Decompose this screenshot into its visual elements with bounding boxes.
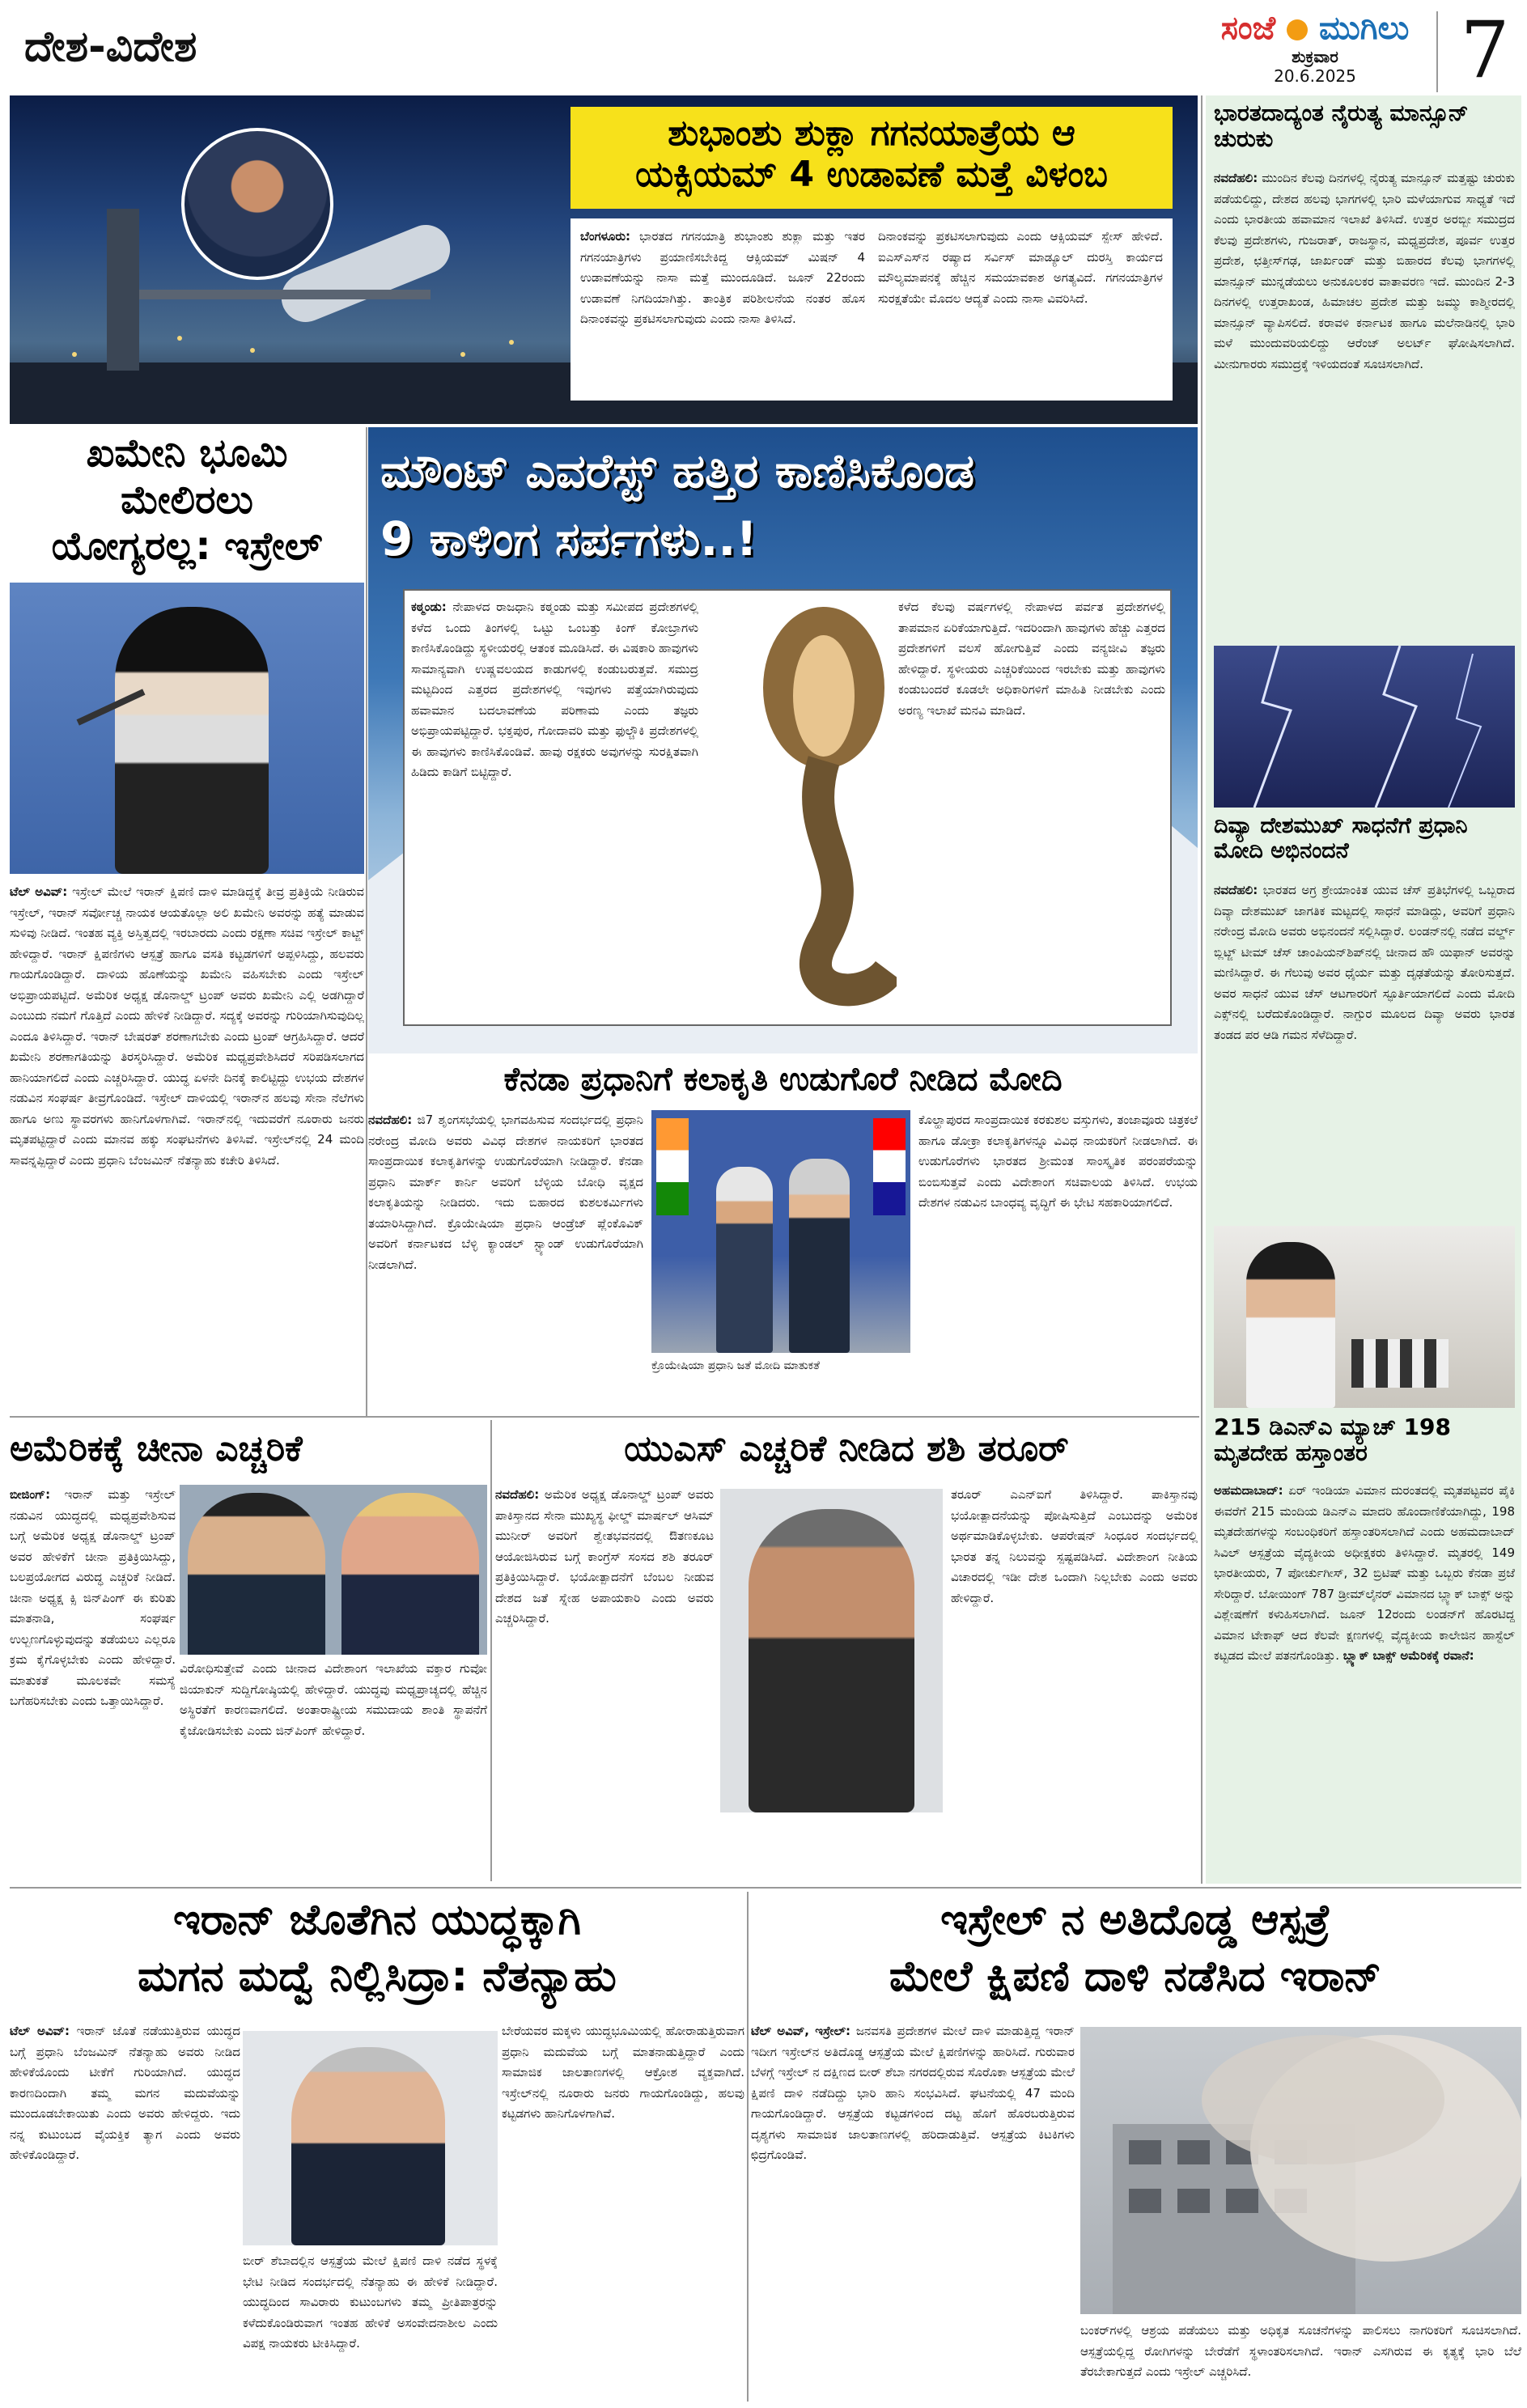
leader-figure-left xyxy=(716,1167,773,1353)
portrait-figure xyxy=(115,607,269,874)
divya-chess-photo xyxy=(1214,1226,1515,1408)
khamenei-headline xyxy=(10,430,364,576)
dna-body-text: ಏರ್ ಇಂಡಿಯಾ ವಿಮಾನ ದುರಂತದಲ್ಲಿ ಮೃತಪಟ್ಟವರ ಪೈಕಿ ಈವರೆಗೆ 215 ಮಂದಿಯ ಡಿಎನ್ಎ ಮಾದರಿ ಹೊಂದಾಣಿಕೆಯಾಗಿದ್ದು, 198 ಮೃತದೇಹಗಳನ್ನು ಸಂಬಂಧಿಕರಿಗೆ ಹಸ್ತಾಂತರಿಸಲಾಗಿದೆ ಎಂದು ಅಹಮದಾಬಾದ್ ಸಿವಿಲ್ ಆಸ್ಪತ್ರೆಯ ವೈದ್ಯಕೀಯ ಅಧೀಕ್ಷಕರು ತಿಳಿಸಿದ್ದಾರೆ. ಮೃತರಲ್ಲಿ 149 ಭಾರತೀಯರು, 7 ಪೋರ್ಚುಗೀಸ್, 32 ಬ್ರಿಟಿಷ್ ಮತ್ತು ಒಬ್ಬರು ಕೆನಡಾ ಪ್ರಜೆ ಸೇರಿದ್ದಾರೆ. ಬೋಯಿಂಗ್ 787 ಡ್ರೀಮ್‌ಲೈನರ್ ವಿಮಾನದ ಬ್ಲ್ಯಾಕ್ ಬಾಕ್ಸ್ ಅನ್ನು ವಿಶ್ಲೇಷಣೆಗೆ ಕಳುಹಿಸಲಾಗಿದೆ. ಜೂನ್ 12ರಂದು ಲಂಡನ್‌ಗೆ ಹೊರಟಿದ್ದ ವಿಮಾನ ಟೇಕಾಫ್ ಆದ ಕೆಲವೇ ಕ್ಷಣಗಳಲ್ಲಿ ವೈದ್ಯಕೀಯ ಕಾಲೇಜಿನ ಹಾಸ್ಟೆಲ್ ಕಟ್ಟಡದ ಮೇಲೆ ಪತನಗೊಂಡಿತ್ತು. xyxy=(1214,1483,1515,1663)
xi-trump-photo xyxy=(180,1485,487,1655)
dna-headline xyxy=(1214,1414,1513,1477)
monsoon-body-text: ಮುಂದಿನ ಕೆಲವು ದಿನಗಳಲ್ಲಿ ನೈರುತ್ಯ ಮಾನ್ಸೂನ್ ಮತ್ತಷ್ಟು ಚುರುಕು ಪಡೆಯಲಿದ್ದು, ದೇಶದ ಹಲವು ಭಾಗಗಳಲ್ಲಿ ಭಾರಿ ಮಳೆಯಾಗುವ ಸಾಧ್ಯತೆ ಇದೆ ಎಂದು ಭಾರತೀಯ ಹವಾಮಾನ ಇಲಾಖೆ ತಿಳಿಸಿದೆ. ಉತ್ತರ ಅರಬ್ಬೀ ಸಮುದ್ರದ ಕೆಲವು ಪ್ರದೇಶಗಳು, ಗುಜರಾತ್, ರಾಜಸ್ಥಾನ, ಮಧ್ಯಪ್ರದೇಶ, ಪೂರ್ವ ಉತ್ತರ ಪ್ರದೇಶ, ಛತ್ತೀಸ್‌ಗಢ, ಜಾರ್ಖಂಡ್ ಮತ್ತು ಬಿಹಾರದ ಕೆಲವು ಭಾಗಗಳಲ್ಲಿ ಮಾನ್ಸೂನ್ ಮುನ್ನಡೆಯಲು ಅನುಕೂಲಕರ ವಾತಾವರಣ ಇದೆ. ಮುಂದಿನ 2-3 ದಿನಗಳಲ್ಲಿ ಉತ್ತರಾಖಂಡ, ಹಿಮಾಚಲ ಪ್ರದೇಶ ಮತ್ತು ಜಮ್ಮು ಕಾಶ್ಮೀರದಲ್ಲಿ ಮಾನ್ಸೂನ್ ವ್ಯಾಪಿಸಲಿದೆ. ಕರಾವಳಿ ಕರ್ನಾಟಕ ಹಾಗೂ ಮಲೆನಾಡಿನಲ್ಲಿ ಭಾರಿ ಮಳೆ ಮುಂದುವರಿಯಲಿದ್ದು ಆರೆಂಜ್ ಅಲರ್ಟ್ ಘೋಷಿಸಲಾಗಿದೆ. ಮೀನುಗಾರರು ಸಮುದ್ರಕ್ಕೆ ಇಳಿಯದಂತೆ ಸೂಚಿಸಲಾಗಿದೆ. xyxy=(1214,171,1515,371)
modi-gift-caption xyxy=(651,1358,910,1410)
modi-gift-headline xyxy=(368,1054,1198,1105)
monsoon-headline xyxy=(1214,100,1513,165)
monsoon-body xyxy=(1214,168,1515,638)
cobra-body-left xyxy=(411,597,698,1018)
axiom-headline-line1: ಶುಭಾಂಶು ಶುಕ್ಲಾ ಗಗನಯಾತ್ರೆಯ ಆ xyxy=(668,112,1075,154)
china-warning-body-right xyxy=(180,1659,487,1881)
masthead-divider xyxy=(1436,11,1438,92)
monsoon-headline-text: ಭಾರತದಾದ್ಯಂತ ನೈರುತ್ಯ ಮಾನ್ಸೂನ್ ಚುರುಕು xyxy=(1214,100,1469,153)
modi-meeting-photo xyxy=(651,1110,910,1353)
khamenei-body-text: ಇಸ್ರೇಲ್ ಮೇಲೆ ಇರಾನ್ ಕ್ಷಿಪಣಿ ದಾಳಿ ಮಾಡಿದ್ದಕ್ಕೆ ತೀವ್ರ ಪ್ರತಿಕ್ರಿಯೆ ನೀಡಿರುವ ಇಸ್ರೇಲ್, ಇರಾನ್ ಸರ್ವೋಚ್ಚ ನಾಯಕ ಆಯತೊಲ್ಲಾ ಅಲಿ ಖಮೇನಿ ಅವರನ್ನು ಹತ್ಯೆ ಮಾಡುವ ಸುಳಿವು ನೀಡಿದೆ. ಇಂತಹ ವ್ಯಕ್ತಿ ಅಸ್ತಿತ್ವದಲ್ಲಿ ಇರಬಾರದು ಎಂದು ರಕ್ಷಣಾ ಸಚಿವ ಇಸ್ರೇಲ್ ಕಾಟ್ಜ್ ಹೇಳಿದ್ದಾರೆ. ಇರಾನ್ ಕ್ಷಿಪಣಿಗಳು ಆಸ್ಪತ್ರೆ ಹಾಗೂ ವಸತಿ ಕಟ್ಟಡಗಳಿಗೆ ಅಪ್ಪಳಿಸಿದ್ದು, ಹಲವರು ಗಾಯಗೊಂಡಿದ್ದಾರೆ. ದಾಳಿಯ ಹೊಣೆಯನ್ನು ಖಮೇನಿ ವಹಿಸಬೇಕು ಎಂದು ಇಸ್ರೇಲ್ ಅಭಿಪ್ರಾಯಪಟ್ಟಿದೆ. ಅಮೆರಿಕ ಅಧ್ಯಕ್ಷ ಡೊನಾಲ್ಡ್ ಟ್ರಂಪ್ ಅವರು ಖಮೇನಿ ಎಲ್ಲಿ ಅಡಗಿದ್ದಾರೆ ಎಂಬುದು ನಮಗೆ ಗೊತ್ತಿದೆ ಎಂದು ಹೇಳಿಕೆ ನೀಡಿದ್ದಾರೆ. ಸದ್ಯಕ್ಕೆ ಅವರನ್ನು ಗುರಿಯಾಗಿಸುವುದಿಲ್ಲ ಎಂದೂ ತಿಳಿಸಿದ್ದಾರೆ. ಇರಾನ್ ಬೇಷರತ್ ಶರಣಾಗಬೇಕು ಎಂದು ಟ್ರಂಪ್ ಆಗ್ರಹಿಸಿದ್ದಾರೆ. ಆದರೆ ಖಮೇನಿ ಶರಣಾಗತಿಯನ್ನು ತಿರಸ್ಕರಿಸಿದ್ದಾರೆ. ಅಮೆರಿಕ ಮಧ್ಯಪ್ರವೇಶಿಸಿದರೆ ಸರಿಪಡಿಸಲಾಗದ ಹಾನಿಯಾಗಲಿದೆ ಎಂದು ಎಚ್ಚರಿಸಿದ್ದಾರೆ. ಯುದ್ಧ ಏಳನೇ ದಿನಕ್ಕೆ ಕಾಲಿಟ್ಟಿದ್ದು ಉಭಯ ದೇಶಗಳ ನಡುವಿನ ಸಂಘರ್ಷ ತೀವ್ರಗೊಂಡಿದೆ. ಇಸ್ರೇಲ್ ದಾಳಿಯಲ್ಲಿ ಇರಾನ್‌ನ ಹಲವು ಸೇನಾ ನೆಲೆಗಳು ಹಾಗೂ ಅಣು ಸ್ಥಾವರಗಳು ಹಾನಿಗೊಳಗಾಗಿವೆ. ಇರಾನ್‌ನಲ್ಲಿ ಇದುವರೆಗೆ ನೂರಾರು ಜನರು ಮೃತಪಟ್ಟಿದ್ದಾರೆ ಎಂದು ಮಾನವ ಹಕ್ಕು ಸಂಘಟನೆಗಳು ತಿಳಿಸಿವೆ. ಇಸ್ರೇಲ್‌ನಲ್ಲಿ 24 ಮಂದಿ ಸಾವನ್ನಪ್ಪಿದ್ದಾರೆ ಎಂದು ಪ್ರಧಾನಿ ಬೆಂಜಮಿನ್ ನೆತನ್ಯಾಹು ಕಚೇರಿ ತಿಳಿಸಿದೆ. xyxy=(10,884,364,1168)
row-divider xyxy=(10,1416,1199,1418)
hospital-attack-body-left xyxy=(751,2021,1075,2402)
hospital-attack-body-text: ಜನವಸತಿ ಪ್ರದೇಶಗಳ ಮೇಲೆ ದಾಳಿ ಮಾಡುತ್ತಿದ್ದ ಇರಾನ್ ಇದೀಗ ಇಸ್ರೇಲ್‌ನ ಅತಿದೊಡ್ಡ ಆಸ್ಪತ್ರೆಯ ಮೇಲೆ ಕ್ಷಿಪಣಿಗಳನ್ನು ಹಾರಿಸಿದೆ. ಗುರುವಾರ ಬೆಳಗ್ಗೆ ಇಸ್ರೇಲ್ ನ ದಕ್ಷಿಣದ ಬೀರ್ ಶೆಬಾ ನಗರದಲ್ಲಿರುವ ಸೊರೊಕಾ ಆಸ್ಪತ್ರೆಯ ಮೇಲೆ ಕ್ಷಿಪಣಿ ದಾಳಿ ನಡೆದಿದ್ದು ಭಾರಿ ಹಾನಿ ಸಂಭವಿಸಿದೆ. ಘಟನೆಯಲ್ಲಿ 47 ಮಂದಿ ಗಾಯಗೊಂಡಿದ್ದಾರೆ. ಆಸ್ಪತ್ರೆಯ ಕಟ್ಟಡಗಳಿಂದ ದಟ್ಟ ಹೊಗೆ ಹೊರಬರುತ್ತಿರುವ ದೃಶ್ಯಗಳು ಸಾಮಾಜಿಕ ಜಾಲತಾಣಗಳಲ್ಲಿ ಹರಿದಾಡುತ್ತಿವೆ. ಆಸ್ಪತ್ರೆಯ ಕಿಟಕಿಗಳು ಛಿದ್ರಗೊಂಡಿವೆ. xyxy=(751,2024,1075,2162)
divya-headline xyxy=(1214,813,1513,876)
khamenei-dateline: ಟೆಲ್ ಅವಿವ್: xyxy=(10,884,68,899)
issue-day: ಶುಕ್ರವಾರ xyxy=(1292,47,1338,66)
china-warning-body-text-2: ವಿರೋಧಿಸುತ್ತೇವೆ ಎಂದು ಚೀನಾದ ವಿದೇಶಾಂಗ ಇಲಾಖೆಯ ವಕ್ತಾರ ಗುವೋ ಜಿಯಾಕುನ್ ಸುದ್ದಿಗೋಷ್ಠಿಯಲ್ಲಿ ಹೇಳಿದ್ದಾರೆ. ಯುದ್ಧವು ಮಧ್ಯಪ್ರಾಚ್ಯದಲ್ಲಿ ಹೆಚ್ಚಿನ ಅಸ್ಥಿರತೆಗೆ ಕಾರಣವಾಗಲಿದೆ. ಅಂತಾರಾಷ್ಟ್ರೀಯ ಸಮುದಾಯ ಶಾಂತಿ ಸ್ಥಾಪನೆಗೆ ಕೈಜೋಡಿಸಬೇಕು ಎಂದು ಜಿನ್‌ಪಿಂಗ್ ಹೇಳಿದ್ದಾರೆ. xyxy=(180,1661,487,1738)
china-warning-body-left xyxy=(10,1485,176,1881)
portrait-figure xyxy=(749,1509,914,1812)
section-title-text: ದೇಶ-ವಿದೇಶ xyxy=(24,23,197,71)
tharoor-body-text: ಅಮೆರಿಕ ಅಧ್ಯಕ್ಷ ಡೊನಾಲ್ಡ್ ಟ್ರಂಪ್ ಅವರು ಪಾಕಿಸ್ತಾನದ ಸೇನಾ ಮುಖ್ಯಸ್ಥ ಫೀಲ್ಡ್ ಮಾರ್ಷಲ್ ಆಸಿಮ್ ಮುನೀರ್ ಅವರಿಗೆ ಶ್ವೇತಭವನದಲ್ಲಿ ಔತಣಕೂಟ ಆಯೋಜಿಸಿರುವ ಬಗ್ಗೆ ಕಾಂಗ್ರೆಸ್ ಸಂಸದ ಶಶಿ ತರೂರ್ ಪ್ರತಿಕ್ರಿಯಿಸಿದ್ದಾರೆ. ಭಯೋತ್ಪಾದನೆಗೆ ಬೆಂಬಲ ನೀಡುವ ದೇಶದ ಜತೆ ಸ್ನೇಹ ಅಪಾಯಕಾರಿ ಎಂದು ಅವರು ಎಚ್ಚರಿಸಿದ್ದಾರೆ. xyxy=(495,1487,714,1626)
netanyahu-headline-line2: ಮಗನ ಮದ್ವೆ ನಿಲ್ಲಿಸಿದ್ರಾ: ನೆತನ್ಯಾಹು xyxy=(138,1952,617,2002)
monsoon-dateline: ನವದೆಹಲಿ: xyxy=(1214,171,1258,185)
hospital-attack-body-right xyxy=(1080,2321,1521,2402)
sun-logo-icon xyxy=(1287,19,1308,40)
hospital-attack-headline xyxy=(751,1892,1520,2013)
netanyahu-dateline: ಟೆಲ್ ಅವಿವ್: xyxy=(10,2024,70,2038)
chess-board-icon xyxy=(1351,1339,1449,1388)
netanyahu-body-right xyxy=(502,2021,744,2402)
netanyahu-body-left xyxy=(10,2021,240,2402)
king-cobra-illustration xyxy=(702,599,897,1020)
modi-gift-body-text: ಜಿ7 ಶೃಂಗಸಭೆಯಲ್ಲಿ ಭಾಗವಹಿಸುವ ಸಂದರ್ಭದಲ್ಲಿ ಪ್ರಧಾನಿ ನರೇಂದ್ರ ಮೋದಿ ಅವರು ವಿವಿಧ ದೇಶಗಳ ನಾಯಕರಿಗೆ ಭಾರತದ ಸಾಂಪ್ರದಾಯಿಕ ಕಲಾಕೃತಿಗಳನ್ನು ಉಡುಗೊರೆಯಾಗಿ ನೀಡಿದ್ದಾರೆ. ಕೆನಡಾ ಪ್ರಧಾನಿ ಮಾರ್ಕ್ ಕಾರ್ನಿ ಅವರಿಗೆ ಬೆಳ್ಳಿಯ ಬೋಧಿ ವೃಕ್ಷದ ಕಲಾಕೃತಿಯನ್ನು ನೀಡಿದರು. ಇದು ಬಿಹಾರದ ಕುಶಲಕರ್ಮಿಗಳು ತಯಾರಿಸಿದ್ದಾಗಿದೆ. ಕ್ರೊಯೇಷಿಯಾ ಪ್ರಧಾನಿ ಆಂಡ್ರೆಜ್ ಪ್ಲೆಂಕೊವಿಕ್ ಅವರಿಗೆ ಕರ್ನಾಟಕದ ಬೆಳ್ಳಿ ಕ್ಯಾಂಡಲ್ ಸ್ಟ್ಯಾಂಡ್ ಉಡುಗೊರೆಯಾಗಿ ನೀಡಲಾಗಿದೆ. xyxy=(368,1113,643,1272)
hospital-attack-dateline: ಟೆಲ್ ಅವಿವ್, ಇಸ್ರೇಲ್: xyxy=(751,2024,851,2038)
cobra-headline-line1: ಮೌಂಟ್ ಎವರೆಸ್ಟ್ ಹತ್ತಿರ ಕಾಣಿಸಿಕೊಂಡ xyxy=(380,443,975,498)
netanyahu-headline xyxy=(10,1892,744,2013)
masthead xyxy=(1210,6,1420,95)
khamenei-headline-line3: ಯೋಗ್ಯರಲ್ಲ: ಇಸ್ರೇಲ್ xyxy=(51,524,323,570)
tharoor-photo xyxy=(720,1489,943,1812)
netanyahu-photo xyxy=(243,2031,498,2245)
row-divider xyxy=(10,1887,1521,1889)
column-divider xyxy=(747,1892,749,2402)
page-number: 7 xyxy=(1460,5,1510,95)
xi-portrait xyxy=(188,1493,325,1655)
divya-headline-text: ದಿವ್ಯಾ ದೇಶಮುಖ್ ಸಾಧನೆಗೆ ಪ್ರಧಾನಿ ಮೋದಿ ಅಭಿನಂದನೆ xyxy=(1214,813,1468,864)
hospital-damage-photo xyxy=(1080,2027,1521,2314)
axiom-body-col1: ಭಾರತದ ಗಗನಯಾತ್ರಿ ಶುಭಾಂಶು ಶುಕ್ಲಾ ಮತ್ತು ಇತರ ಗಗನಯಾತ್ರಿಗಳು ಪ್ರಯಾಣಿಸಬೇಕಿದ್ದ ಆಕ್ಸಿಯಮ್ ಮಿಷನ್ 4 ಉಡಾವಣೆಯನ್ನು ನಾಸಾ ಮತ್ತೆ ಮುಂದೂಡಿದೆ. ಜೂನ್ 22ರಂದು ಉಡಾವಣೆ ನಿಗದಿಯಾಗಿತ್ತು. ತಾಂತ್ರಿಕ ಪರಿಶೀಲನೆಯ ನಂತರ ಹೊಸ ದಿನಾಂಕವನ್ನು ಪ್ರಕಟಿಸಲಾಗುವುದು ಎಂದು ನಾಸಾ ತಿಳಿಸಿದೆ. xyxy=(580,229,865,326)
lightning-bolt-icon xyxy=(1214,646,1515,808)
issue-date: 20.6.2025 xyxy=(1274,66,1356,86)
divya-dateline: ನವದೆಹಲಿ: xyxy=(1214,883,1258,897)
modi-gift-body-text-2: ಕೊಲ್ಹಾಪುರದ ಸಾಂಪ್ರದಾಯಿಕ ಕರಕುಶಲ ವಸ್ತುಗಳು, ತಂಜಾವೂರು ಚಿತ್ರಕಲೆ ಹಾಗೂ ಡೋಕ್ರಾ ಕಲಾಕೃತಿಗಳನ್ನೂ ವಿವಿಧ ನಾಯಕರಿಗೆ ನೀಡಲಾಗಿದೆ. ಈ ಉಡುಗೊರೆಗಳು ಭಾರತದ ಶ್ರೀಮಂತ ಸಾಂಸ್ಕೃತಿಕ ಪರಂಪರೆಯನ್ನು ಬಿಂಬಿಸುತ್ತವೆ ಎಂದು ವಿದೇಶಾಂಗ ಸಚಿವಾಲಯ ತಿಳಿಸಿದೆ. ಉಭಯ ದೇಶಗಳ ನಡುವಿನ ಬಾಂಧವ್ಯ ವೃದ್ಧಿಗೆ ಈ ಭೇಟಿ ಸಹಕಾರಿಯಾಗಲಿದೆ. xyxy=(918,1113,1198,1210)
column-divider xyxy=(366,427,367,1416)
section-title xyxy=(24,15,672,79)
cobra-body-text-2: ಕಳೆದ ಕೆಲವು ವರ್ಷಗಳಲ್ಲಿ ನೇಪಾಳದ ಪರ್ವತ ಪ್ರದೇಶಗಳಲ್ಲಿ ತಾಪಮಾನ ಏರಿಕೆಯಾಗುತ್ತಿದೆ. ಇದರಿಂದಾಗಿ ಹಾವುಗಳು ಹೆಚ್ಚು ಎತ್ತರದ ಪ್ರದೇಶಗಳಿಗೆ ವಲಸೆ ಹೋಗುತ್ತಿವೆ ಎಂದು ವನ್ಯಜೀವಿ ತಜ್ಞರು ಹೇಳಿದ್ದಾರೆ. ಸ್ಥಳೀಯರು ಎಚ್ಚರಿಕೆಯಿಂದ ಇರಬೇಕು ಮತ್ತು ಹಾವುಗಳು ಕಂಡುಬಂದರೆ ಕೂಡಲೇ ಅಧಿಕಾರಿಗಳಿಗೆ ಮಾಹಿತಿ ನೀಡಬೇಕು ಎಂದು ಅರಣ್ಯ ಇಲಾಖೆ ಮನವಿ ಮಾಡಿದೆ. xyxy=(898,600,1165,718)
khamenei-body xyxy=(10,882,364,1416)
modi-gift-caption-text: ಕ್ರೊಯೇಷಿಯಾ ಪ್ರಧಾನಿ ಜತೆ ಮೋದಿ ಮಾತುಕತೆ xyxy=(651,1359,820,1372)
cobra-headline xyxy=(380,437,1190,583)
portrait-figure xyxy=(291,2047,445,2245)
dna-dateline: ಅಹಮದಾಬಾದ್: xyxy=(1214,1483,1283,1498)
china-warning-body-text: ಇರಾನ್ ಮತ್ತು ಇಸ್ರೇಲ್ ನಡುವಿನ ಯುದ್ಧದಲ್ಲಿ ಮಧ್ಯಪ್ರವೇಶಿಸುವ ಬಗ್ಗೆ ಅಮೆರಿಕ ಅಧ್ಯಕ್ಷ ಡೊನಾಲ್ಡ್ ಟ್ರಂಪ್ ಅವರ ಹೇಳಿಕೆಗೆ ಚೀನಾ ಪ್ರತಿಕ್ರಿಯಿಸಿದ್ದು, ಬಲಪ್ರಯೋಗದ ವಿರುದ್ಧ ಎಚ್ಚರಿಕೆ ನೀಡಿದೆ. ಚೀನಾ ಅಧ್ಯಕ್ಷ ಕ್ಸಿ ಜಿನ್‌ಪಿಂಗ್ ಈ ಕುರಿತು ಮಾತನಾಡಿ, ಸಂಘರ್ಷ ಉಲ್ಬಣಗೊಳ್ಳುವುದನ್ನು ತಡೆಯಲು ಎಲ್ಲರೂ ಕ್ರಮ ಕೈಗೊಳ್ಳಬೇಕು ಎಂದು ಹೇಳಿದ್ದಾರೆ. ಮಾತುಕತೆ ಮೂಲಕವೇ ಸಮಸ್ಯೆ ಬಗೆಹರಿಸಬೇಕು ಎಂದು ಒತ್ತಾಯಿಸಿದ್ದಾರೆ. xyxy=(10,1487,176,1708)
leader-figure-right xyxy=(789,1159,850,1353)
netanyahu-headline-line1: ಇರಾನ್ ಜೊತೆಗಿನ ಯುದ್ಧಕ್ಕಾಗಿ xyxy=(173,1896,581,1944)
hospital-attack-headline-line2: ಮೇಲೆ ಕ್ಷಿಪಣಿ ದಾಳಿ ನಡೆಸಿದ ಇರಾನ್ xyxy=(889,1952,1382,2002)
netanyahu-body-text-3: ಬೇರೆಯವರ ಮಕ್ಕಳು ಯುದ್ಧಭೂಮಿಯಲ್ಲಿ ಹೋರಾಡುತ್ತಿರುವಾಗ ಪ್ರಧಾನಿ ಮದುವೆಯ ಬಗ್ಗೆ ಮಾತನಾಡುತ್ತಿದ್ದಾರೆ ಎಂದು ಸಾಮಾಜಿಕ ಜಾಲತಾಣಗಳಲ್ಲಿ ಆಕ್ರೋಶ ವ್ಯಕ್ತವಾಗಿದೆ. ಇಸ್ರೇಲ್‌ನಲ್ಲಿ ನೂರಾರು ಜನರು ಗಾಯಗೊಂಡಿದ್ದು, ಹಲವು ಕಟ್ಟಡಗಳು ಹಾನಿಗೊಳಗಾಗಿವೆ. xyxy=(502,2024,744,2121)
divya-body xyxy=(1214,880,1515,1220)
cobra-dateline: ಕಠ್ಮಂಡು: xyxy=(411,600,447,614)
astronaut-portrait xyxy=(181,128,333,280)
axiom-headline-line2: ಯಕ್ಸಿಯಮ್ 4 ಉಡಾವಣೆ ಮತ್ತೆ ವಿಳಂಬ xyxy=(635,153,1108,195)
cobra-body-right xyxy=(898,597,1165,1018)
cobra-shape xyxy=(702,599,897,1020)
dna-body xyxy=(1214,1481,1515,1877)
cobra-body-text: ನೇಪಾಳದ ರಾಜಧಾನಿ ಕಠ್ಮಂಡು ಮತ್ತು ಸಮೀಪದ ಪ್ರದೇಶಗಳಲ್ಲಿ ಕಳೆದ ಒಂದು ತಿಂಗಳಲ್ಲಿ ಒಟ್ಟು ಒಂಬತ್ತು ಕಿಂಗ್ ಕೋಬ್ರಾಗಳು ಕಾಣಿಸಿಕೊಂಡಿದ್ದು ಸ್ಥಳೀಯರಲ್ಲಿ ಆತಂಕ ಮೂಡಿಸಿದೆ. ಈ ವಿಷಕಾರಿ ಹಾವುಗಳು ಸಾಮಾನ್ಯವಾಗಿ ಉಷ್ಣವಲಯದ ಕಾಡುಗಳಲ್ಲಿ ಕಂಡುಬರುತ್ತವೆ. ಸಮುದ್ರ ಮಟ್ಟದಿಂದ ಎತ್ತರದ ಪ್ರದೇಶಗಳಲ್ಲಿ ಇವುಗಳು ಪತ್ತೆಯಾಗಿರುವುದು ಹವಾಮಾನ ಬದಲಾವಣೆಯ ಪರಿಣಾಮ ಎಂದು ತಜ್ಞರು ಅಭಿಪ್ರಾಯಪಟ್ಟಿದ್ದಾರೆ. ಭಕ್ತಪುರ, ಗೋದಾವರಿ ಮತ್ತು ಫುಲ್ಚೌಕಿ ಪ್ರದೇಶಗಳಲ್ಲಿ ಈ ಹಾವುಗಳು ಕಾಣಿಸಿಕೊಂಡಿವೆ. ಹಾವು ರಕ್ಷಕರು ಅವುಗಳನ್ನು ಸುರಕ್ಷಿತವಾಗಿ ಹಿಡಿದು ಕಾಡಿಗೆ ಬಿಟ್ಟಿದ್ದಾರೆ. xyxy=(411,600,698,779)
axiom-body-box xyxy=(571,218,1173,401)
tharoor-body-right xyxy=(951,1485,1198,1881)
india-flag-icon xyxy=(656,1118,689,1215)
axiom-dateline: ಬೆಂಗಳೂರು: xyxy=(580,229,631,244)
tharoor-headline xyxy=(495,1420,1198,1478)
china-warning-headline-text: ಅಮೆರಿಕಕ್ಕೆ ಚೀನಾ ಎಚ್ಚರಿಕೆ xyxy=(10,1428,303,1469)
hospital-attack-body-text-2: ಬಂಕರ್‌ಗಳಲ್ಲಿ ಆಶ್ರಯ ಪಡೆಯಲು ಮತ್ತು ಅಧಿಕೃತ ಸೂಚನೆಗಳನ್ನು ಪಾಲಿಸಲು ನಾಗರಿಕರಿಗೆ ಸೂಚಿಸಲಾಗಿದೆ. ಆಸ್ಪತ್ರೆಯಲ್ಲಿದ್ದ ರೋಗಿಗಳನ್ನು ಬೇರೆಡೆಗೆ ಸ್ಥಳಾಂತರಿಸಲಾಗಿದೆ. ಇರಾನ್ ಎಸಗಿರುವ ಈ ಕೃತ್ಯಕ್ಕೆ ಭಾರಿ ಬೆಲೆ ತೆರಬೇಕಾಗುತ್ತದೆ ಎಂದು ಇಸ್ರೇಲ್ ಎಚ್ಚರಿಸಿದೆ. xyxy=(1080,2323,1521,2379)
khamenei-headline-line1: ಖಮೇನಿ ಭೂಮಿ xyxy=(86,430,288,476)
axiom-body-col2: ದಿನಾಂಕವನ್ನು ಪ್ರಕಟಿಸಲಾಗುವುದು ಎಂದು ಆಕ್ಸಿಯಮ್ ಸ್ಪೇಸ್ ಹೇಳಿದೆ. ಐಎಸ್ಎಸ್‌ನ ರಷ್ಯಾದ ಸರ್ವಿಸ್ ಮಾಡ್ಯೂಲ್ ದುರಸ್ತಿ ಕಾರ್ಯದ ಮೌಲ್ಯಮಾಪನಕ್ಕೆ ಹೆಚ್ಚಿನ ಸಮಯಾವಕಾಶ ಅಗತ್ಯವಿದೆ. ಗಗನಯಾತ್ರಿಗಳ ಸುರಕ್ಷತೆಯೇ ಮೊದಲ ಆದ್ಯತೆ ಎಂದು ನಾಸಾ ವಿವರಿಸಿದೆ. xyxy=(878,229,1163,306)
brand-name-a: ಸಂಜೆ xyxy=(1220,10,1276,47)
brand-name-b: ಮುಗಿಲು xyxy=(1319,10,1410,47)
damaged-building-illustration xyxy=(1080,2027,1521,2314)
netanyahu-body-text-2: ಬೀರ್ ಶೆಬಾದಲ್ಲಿನ ಆಸ್ಪತ್ರೆಯ ಮೇಲೆ ಕ್ಷಿಪಣಿ ದಾಳಿ ನಡೆದ ಸ್ಥಳಕ್ಕೆ ಭೇಟಿ ನೀಡಿದ ಸಂದರ್ಭದಲ್ಲಿ ನೆತನ್ಯಾಹು ಈ ಹೇಳಿಕೆ ನೀಡಿದ್ದಾರೆ. ಯುದ್ಧದಿಂದ ಸಾವಿರಾರು ಕುಟುಂಬಗಳು ತಮ್ಮ ಪ್ರೀತಿಪಾತ್ರರನ್ನು ಕಳೆದುಕೊಂಡಿರುವಾಗ ಇಂತಹ ಹೇಳಿಕೆ ಅಸಂವೇದನಾಶೀಲ ಎಂದು ವಿಪಕ್ಷ ನಾಯಕರು ಟೀಕಿಸಿದ್ದಾರೆ. xyxy=(243,2253,498,2351)
netanyahu-body-text: ಇರಾನ್ ಜೊತೆ ನಡೆಯುತ್ತಿರುವ ಯುದ್ಧದ ಬಗ್ಗೆ ಪ್ರಧಾನಿ ಬೆಂಜಮಿನ್ ನೆತನ್ಯಾಹು ಅವರು ನೀಡಿದ ಹೇಳಿಕೆಯೊಂದು ಟೀಕೆಗೆ ಗುರಿಯಾಗಿದೆ. ಯುದ್ಧದ ಕಾರಣದಿಂದಾಗಿ ತಮ್ಮ ಮಗನ ಮದುವೆಯನ್ನು ಮುಂದೂಡಬೇಕಾಯಿತು ಎಂದು ಅವರು ಹೇಳಿದ್ದರು. ಇದು ನನ್ನ ಕುಟುಂಬದ ವೈಯಕ್ತಿಕ ತ್ಯಾಗ ಎಂದು ಅವರು ಹೇಳಿಕೊಂಡಿದ್ದಾರೆ. xyxy=(10,2024,240,2162)
tharoor-body-text-2: ತರೂರ್ ಎಎನ್ಐಗೆ ತಿಳಿಸಿದ್ದಾರೆ. ಪಾಕಿಸ್ತಾನವು ಭಯೋತ್ಪಾದನೆಯನ್ನು ಪೋಷಿಸುತ್ತಿದೆ ಎಂಬುದನ್ನು ಅಮೆರಿಕ ಅರ್ಥಮಾಡಿಕೊಳ್ಳಬೇಕು. ಆಪರೇಷನ್ ಸಿಂಧೂರ ಸಂದರ್ಭದಲ್ಲಿ ಭಾರತ ತನ್ನ ನಿಲುವನ್ನು ಸ್ಪಷ್ಟಪಡಿಸಿದೆ. ವಿದೇಶಾಂಗ ನೀತಿಯ ವಿಚಾರದಲ್ಲಿ ಇಡೀ ದೇಶ ಒಂದಾಗಿ ನಿಲ್ಲಬೇಕು ಎಂದು ಅವರು ಹೇಳಿದ್ದಾರೆ. xyxy=(951,1487,1198,1605)
dna-headline-text: 215 ಡಿಎನ್ಎ ಮ್ಯಾಚ್ 198 ಮೃತದೇಹ ಹಸ್ತಾಂತರ xyxy=(1214,1414,1451,1467)
lightning-photo xyxy=(1214,646,1515,808)
croatia-flag-icon xyxy=(873,1118,906,1215)
china-warning-headline xyxy=(10,1420,487,1478)
trump-portrait xyxy=(341,1493,479,1655)
dna-subhead: ಬ್ಲ್ಯಾಕ್ ಬಾಕ್ಸ್ ಅಮೆರಿಕಕ್ಕೆ ರವಾನೆ: xyxy=(1342,1648,1474,1663)
column-divider xyxy=(490,1420,492,1881)
modi-gift-body-left xyxy=(368,1110,643,1410)
tharoor-headline-text: ಯುಎಸ್ ಎಚ್ಚರಿಕೆ ನೀಡಿದ ಶಶಿ ತರೂರ್ xyxy=(624,1428,1069,1469)
china-warning-dateline: ಬೀಜಿಂಗ್: xyxy=(10,1487,51,1502)
cobra-headline-line2: 9 ಕಾಳಿಂಗ ಸರ್ಪಗಳು..! xyxy=(380,511,757,567)
modi-gift-body-right xyxy=(918,1110,1198,1410)
modi-gift-dateline: ನವದೆಹಲಿ: xyxy=(368,1113,413,1127)
column-divider xyxy=(1201,95,1203,1884)
player-figure xyxy=(1246,1242,1335,1408)
tharoor-body-left xyxy=(495,1485,714,1881)
hospital-attack-headline-line1: ಇಸ್ರೇಲ್ ನ ಅತಿದೊಡ್ಡ ಆಸ್ಪತ್ರೆ xyxy=(940,1896,1330,1944)
axiom-headline-box xyxy=(571,107,1173,209)
tharoor-dateline: ನವದೆಹಲಿ: xyxy=(495,1487,540,1502)
divya-body-text: ಭಾರತದ ಅಗ್ರ ಶ್ರೇಯಾಂಕಿತ ಯುವ ಚೆಸ್ ಪ್ರತಿಭೆಗಳಲ್ಲಿ ಒಬ್ಬರಾದ ದಿವ್ಯಾ ದೇಶಮುಖ್ ಜಾಗತಿಕ ಮಟ್ಟದಲ್ಲಿ ಸಾಧನೆ ಮಾಡಿದ್ದು, ಅವರಿಗೆ ಪ್ರಧಾನಿ ನರೇಂದ್ರ ಮೋದಿ ಅವರು ಅಭಿನಂದನೆ ಸಲ್ಲಿಸಿದ್ದಾರೆ. ಲಂಡನ್‌ನಲ್ಲಿ ನಡೆದ ವರ್ಲ್ಡ್ ಬ್ಲಿಟ್ಜ್ ಟೀಮ್ ಚೆಸ್ ಚಾಂಪಿಯನ್‌ಶಿಪ್‌ನಲ್ಲಿ ಚೀನಾದ ಹೌ ಯಿಫಾನ್ ಅವರನ್ನು ಮಣಿಸಿದ್ದಾರೆ. ಈ ಗೆಲುವು ಅವರ ಧೈರ್ಯ ಮತ್ತು ದೃಢತೆಯನ್ನು ತೋರಿಸುತ್ತದೆ. ಅವರ ಸಾಧನೆ ಯುವ ಚೆಸ್ ಆಟಗಾರರಿಗೆ ಸ್ಫೂರ್ತಿಯಾಗಲಿದೆ ಎಂದು ಮೋದಿ ಎಕ್ಸ್‌ನಲ್ಲಿ ಬರೆದುಕೊಂಡಿದ್ದಾರೆ. ನಾಗ್ಪುರ ಮೂಲದ ದಿವ್ಯಾ ಅವರು ಭಾರತ ತಂಡದ ಪರ ಆಡಿ ಗಮನ ಸೆಳೆದಿದ್ದಾರೆ. xyxy=(1214,883,1515,1042)
modi-gift-headline-text: ಕೆನಡಾ ಪ್ರಧಾನಿಗೆ ಕಲಾಕೃತಿ ಉಡುಗೊರೆ ನೀಡಿದ ಮೋದಿ xyxy=(503,1061,1063,1098)
khamenei-photo xyxy=(10,583,364,874)
khamenei-headline-line2: ಮೇಲಿರಲು xyxy=(121,477,253,523)
netanyahu-body-middle xyxy=(243,2251,498,2402)
